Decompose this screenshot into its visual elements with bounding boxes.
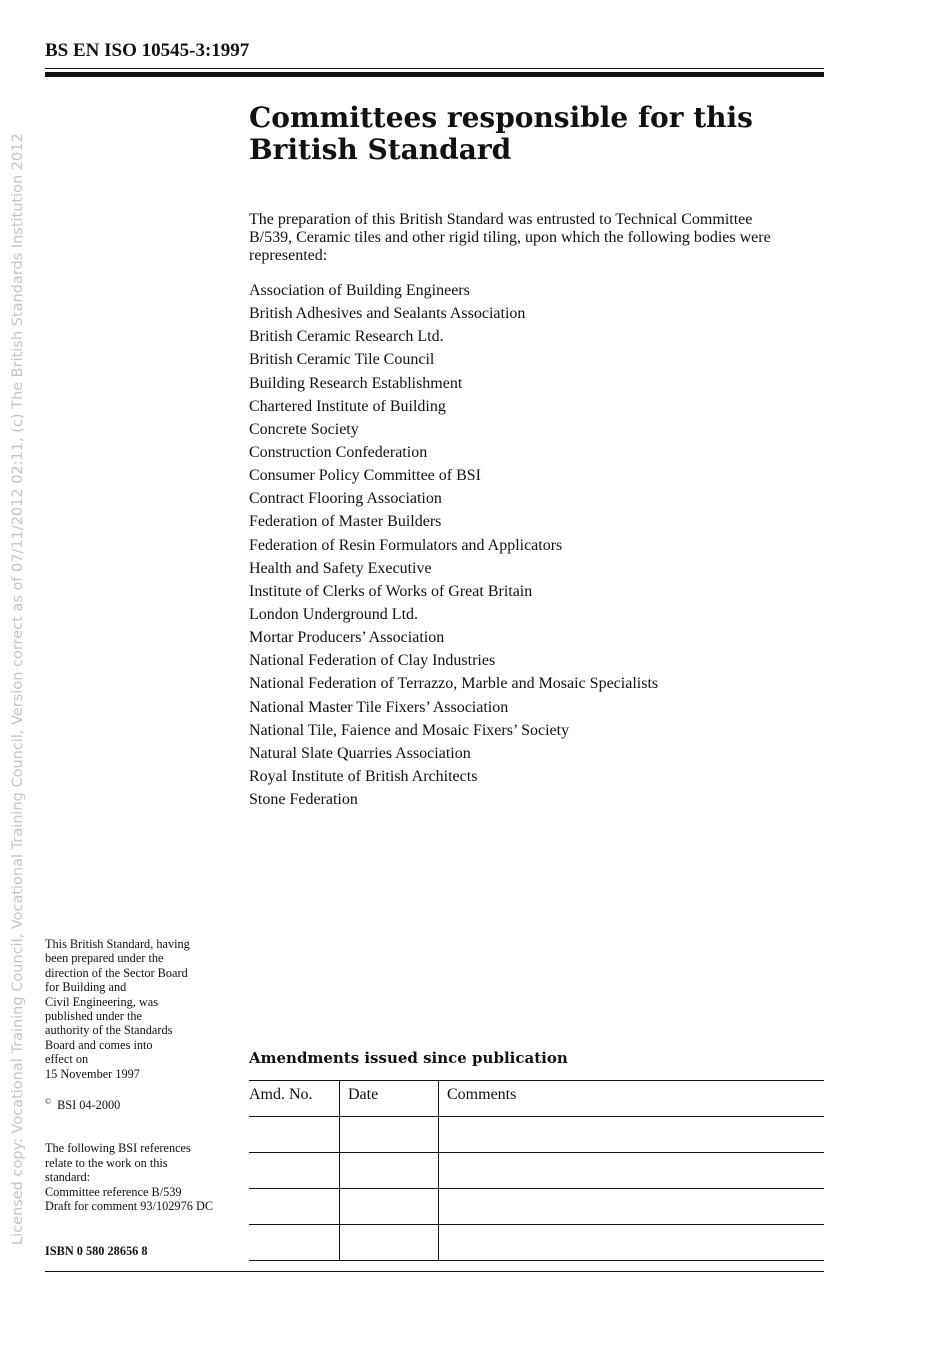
list-item: Stone Federation [249,791,358,809]
table-cell [249,1225,340,1261]
table-cell [340,1117,439,1153]
publication-note-line: Civil Engineering, was [45,994,159,1009]
copyright-symbol: © [45,1097,52,1106]
list-item: Building Research Establishment [249,374,463,392]
column-header-amd-no: Amd. No. [249,1081,340,1117]
publication-note-line: 15 November 1997 [45,1066,140,1081]
list-item: Royal Institute of British Architects [249,767,478,785]
header-rule-thick [45,72,824,77]
represented-bodies-list [249,281,658,813]
list-item: Contract Flooring Association [249,490,442,508]
list-item: British Adhesives and Sealants Association [249,305,526,323]
list-item: British Ceramic Tile Council [249,351,435,369]
watermark-text: Licensed copy: Vocational Training Council, Vocational Training Council, Version correct as of 07/11/2012 02:11, (c) The British Standards Institution 2012 [10,133,26,1245]
list-item: Federation of Master Builders [249,513,442,531]
title-line-1: Committees responsible for this [249,101,753,134]
publication-note-line: effect on [45,1052,89,1067]
intro-paragraph: The preparation of this British Standard was entrusted to Technical Committee B/539, Ceramic tiles and other rigid tiling, upon which the following bodies were represented: [249,211,771,264]
page-title [249,102,809,166]
list-item: Association of Building Engineers [249,282,470,299]
list-item: Natural Slate Quarries Association [249,744,471,762]
table-cell [249,1189,340,1225]
list-item: Health and Safety Executive [249,559,432,577]
bsi-references [45,1141,255,1214]
isbn: ISBN 0 580 28656 8 [45,1244,148,1258]
list-item: Institute of Clerks of Works of Great Britain [249,582,533,600]
table-row [249,1189,824,1225]
copyright-line [45,1097,120,1113]
publication-note-line: published under the [45,1009,142,1024]
amendments-table [249,1080,824,1261]
table-row [249,1225,824,1261]
reference-line: Committee reference B/539 [45,1184,182,1199]
table-row [249,1153,824,1189]
column-header-date: Date [340,1081,439,1117]
list-item: British Ceramic Research Ltd. [249,328,444,346]
publication-note-line: for Building and [45,980,127,995]
table-cell [249,1153,340,1189]
list-item: National Federation of Terrazzo, Marble and Mosaic Specialists [249,675,659,693]
publication-note-line: Board and comes into [45,1037,153,1052]
reference-line: Draft for comment 93/102976 DC [45,1199,214,1214]
table-cell [249,1117,340,1153]
publication-note [45,937,245,1081]
title-line-2: British Standard [249,133,512,166]
table-cell [439,1189,825,1225]
table-cell [439,1153,825,1189]
table-cell [340,1225,439,1261]
list-item: Construction Confederation [249,443,428,461]
publication-note-line: been prepared under the [45,951,164,966]
column-header-comments: Comments [439,1081,825,1117]
list-item: Consumer Policy Committee of BSI [249,467,481,485]
table-cell [439,1225,825,1261]
list-item: Mortar Producers’ Association [249,629,445,647]
amendments-header-row [249,1081,824,1117]
header-rule-thin [45,68,824,69]
table-cell [439,1117,825,1153]
publication-note-line: authority of the Standards [45,1023,173,1038]
list-item: Federation of Resin Formulators and Applicators [249,536,563,554]
reference-line: standard: [45,1170,91,1185]
list-item: National Federation of Clay Industries [249,652,496,670]
copyright-text: BSI 04-2000 [57,1098,121,1113]
table-cell [340,1153,439,1189]
document-code: BS EN ISO 10545-3:1997 [45,40,250,61]
list-item: Chartered Institute of Building [249,397,446,415]
list-item: National Tile, Faience and Mosaic Fixers’ Society [249,721,570,739]
amendments-heading: Amendments issued since publication [249,1049,568,1067]
licensed-copy-watermark [0,0,26,1345]
list-item: National Master Tile Fixers’ Association [249,698,509,716]
publication-note-line: direction of the Sector Board [45,965,188,980]
publication-note-line: This British Standard, having [45,937,190,951]
reference-line: The following BSI references [45,1141,191,1155]
reference-line: relate to the work on this [45,1155,168,1170]
table-cell [340,1189,439,1225]
table-row [249,1117,824,1153]
list-item: Concrete Society [249,420,359,438]
list-item: London Underground Ltd. [249,605,419,623]
footer-rule [45,1271,824,1272]
